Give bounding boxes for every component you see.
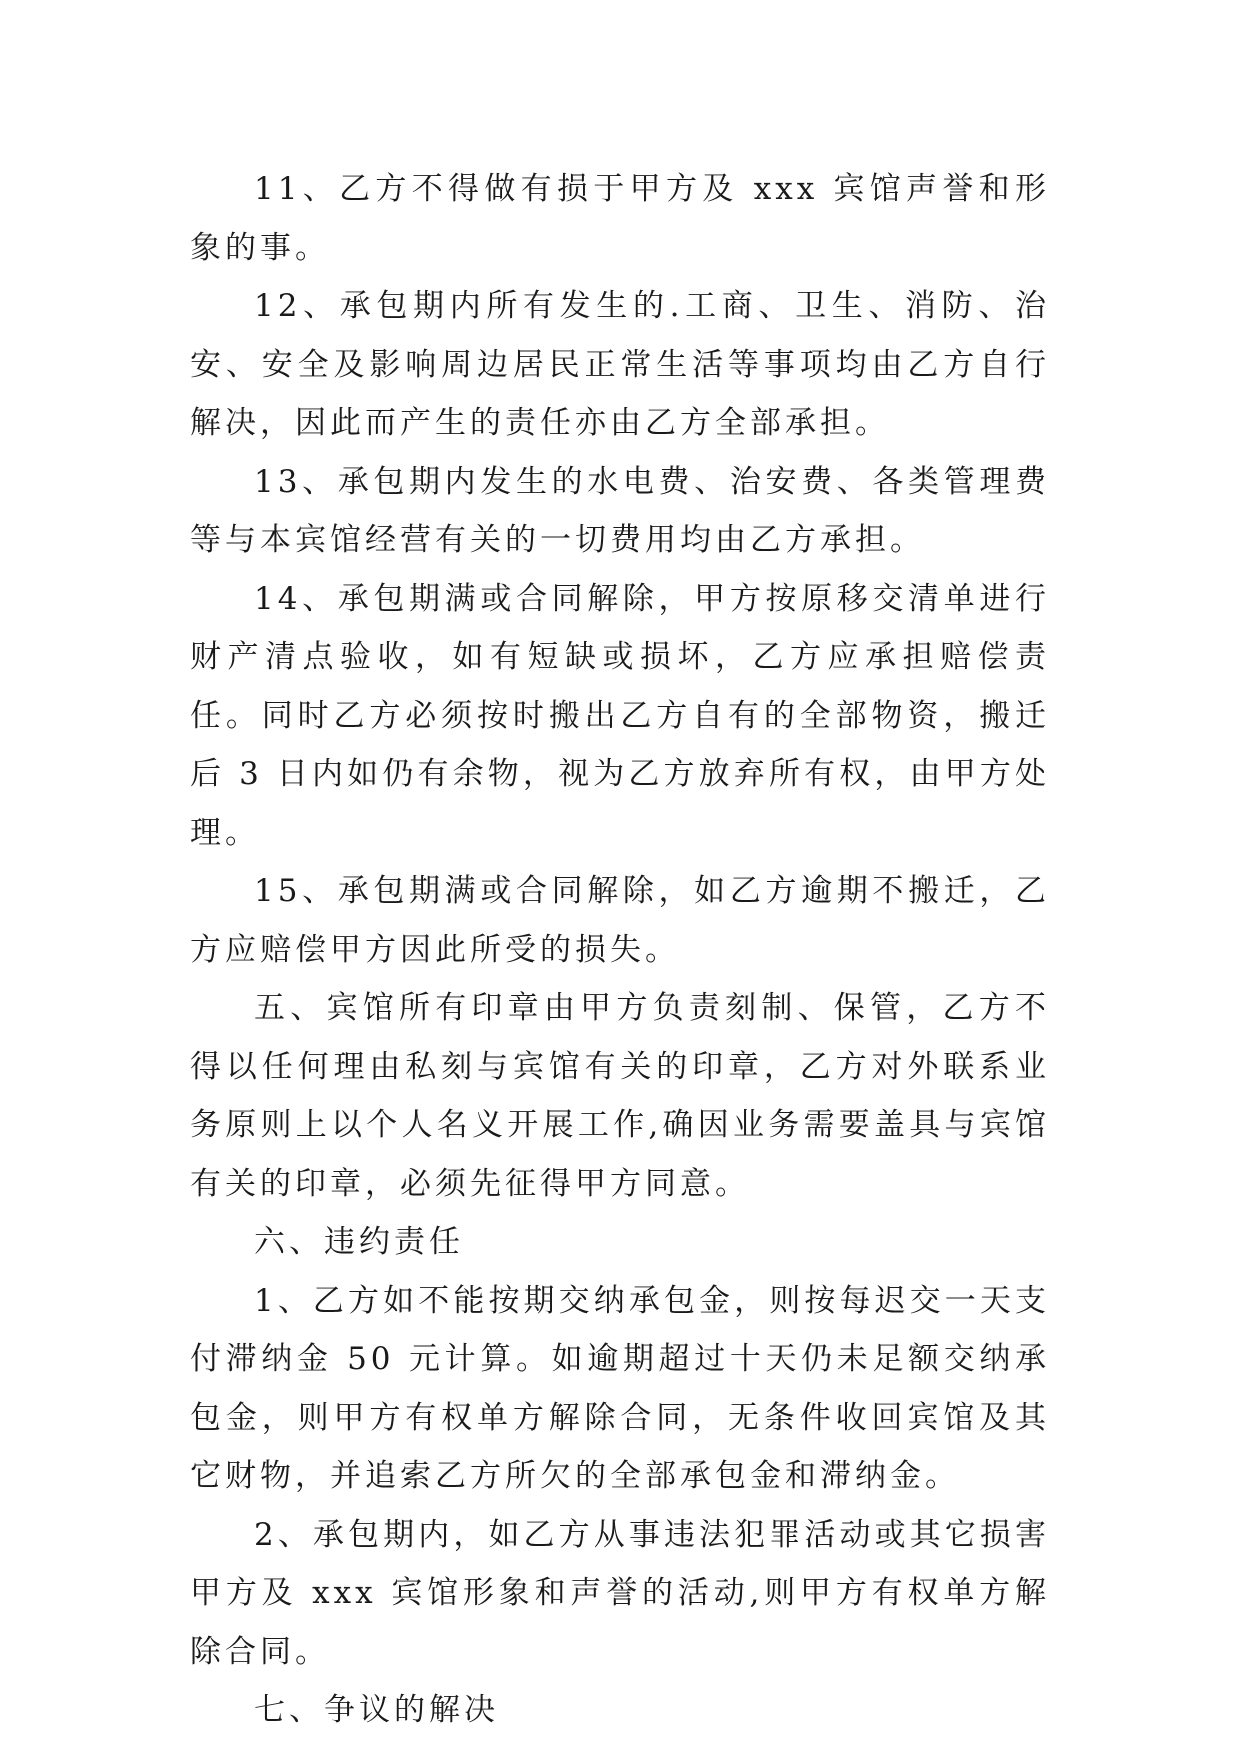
clause-14: 14、承包期满或合同解除，甲方按原移交清单进行财产清点验收，如有短缺或损坏，乙方应承担赔偿责任。同时乙方必须按时搬出乙方自有的全部物资，搬迁后 3 日内如仍有余物，视为乙方放弃所有权，由甲方处理。 [190,580,1050,851]
clause-13: 13、承包期内发生的水电费、治安费、各类管理费等与本宾馆经营有关的一切费用均由乙方承担。 [190,463,1050,558]
clause-12: 12、承包期内所有发生的.工商、卫生、消防、治安、安全及影响周边居民正常生活等事项均由乙方自行解决，因此而产生的责任亦由乙方全部承担。 [190,288,1050,441]
section-6-heading: 六、违约责任 [254,1224,464,1260]
clause-11: 11、乙方不得做有损于甲方及 xxx 宾馆声誉和形象的事。 [190,171,1050,266]
liability-clause-2: 2、承包期内，如乙方从事违法犯罪活动或其它损害甲方及 xxx 宾馆形象和声誉的活动,则甲方有权单方解除合同。 [190,1516,1050,1670]
liability-clause-1: 1、乙方如不能按期交纳承包金，则按每迟交一天支付滞纳金 50 元计算。如逾期超过十天仍未足额交纳承包金，则甲方有权单方解除合同，无条件收回宾馆及其它财物，并追索乙方所欠的全部承包金和滞纳金。 [190,1282,1050,1494]
clause-15: 15、承包期满或合同解除，如乙方逾期不搬迁，乙方应赔偿甲方因此所受的损失。 [190,873,1050,968]
section-7-heading: 七、争议的解决 [254,1692,499,1728]
section-5-seals: 五、宾馆所有印章由甲方负责刻制、保管，乙方不得以任何理由私刻与宾馆有关的印章，乙方对外联系业务原则上以个人名义开展工作,确因业务需要盖具与宾馆有关的印章，必须先征得甲方同意。 [190,990,1050,1202]
document-body [190,160,1050,1740]
